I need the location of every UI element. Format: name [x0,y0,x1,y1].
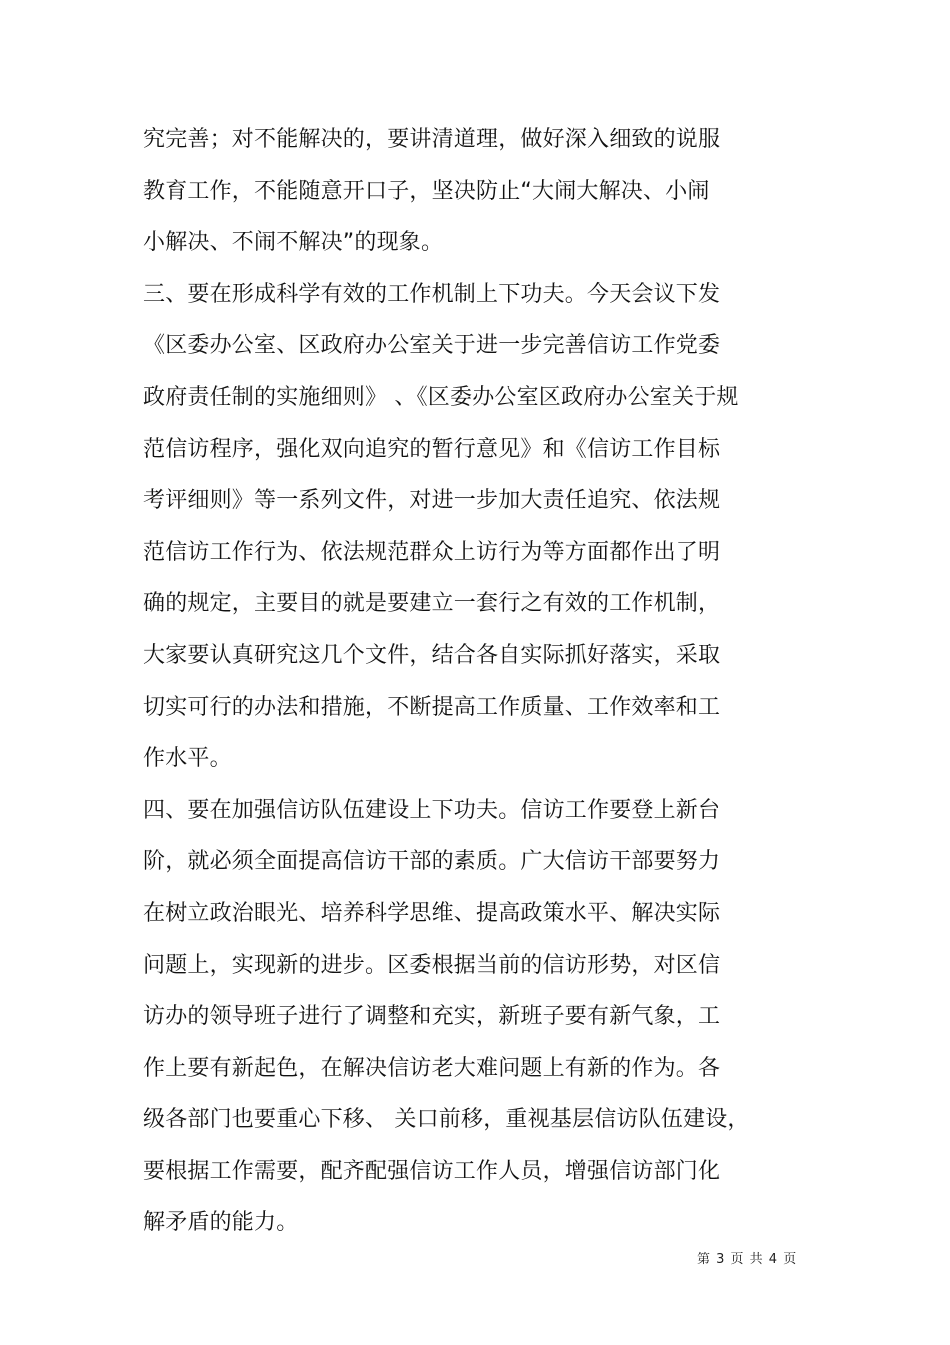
document-body [143,118,783,1253]
text-line: 阶，就必须全面提高信访干部的素质。广大信访干部要努力 [143,849,721,875]
text-line: 三、要在形成科学有效的工作机制上下功夫。今天会议下发 [143,281,721,307]
text-line: 访办的领导班子进行了调整和充实，新班子要有新气象，工 [143,1004,721,1030]
text-line: 《区委办公室、区政府办公室关于进一步完善信访工作党委 [143,333,721,359]
page-number-footer: 第 3 页 共 4 页 [697,1252,798,1267]
text-line: 问题上，实现新的进步。区委根据当前的信访形势，对区信 [143,952,721,978]
text-line: 切实可行的办法和措施，不断提高工作质量、工作效率和工 [143,694,721,720]
text-line: 小解决、不闹不解决”的现象。 [143,230,444,256]
text-line: 四、要在加强信访队伍建设上下功夫。信访工作要登上新台 [143,797,721,823]
text-line: 大家要认真研究这几个文件，结合各自实际抓好落实，采取 [143,642,721,668]
text-line: 级各部门也要重心下移、 关口前移，重视基层信访队伍建设， [143,1107,750,1133]
text-line: 教育工作，不能随意开口子，坚决防止“大闹大解决、小闹 [143,178,710,204]
text-line: 确的规定，主要目的就是要建立一套行之有效的工作机制， [143,591,721,617]
text-line: 在树立政治眼光、培养科学思维、提高政策水平、解决实际 [143,900,721,926]
text-line: 范信访工作行为、依法规范群众上访行为等方面都作出了明 [143,539,721,565]
text-line: 政府责任制的实施细则》 、《区委办公室区政府办公室关于规 [143,384,739,410]
text-line: 范信访程序，强化双向追究的暂行意见》和《信访工作目标 [143,436,721,462]
text-line: 究完善；对不能解决的，要讲清道理，做好深入细致的说服 [143,127,721,152]
text-line: 作上要有新起色，在解决信访老大难问题上有新的作为。各 [143,1055,721,1081]
text-line: 解矛盾的能力。 [143,1210,299,1236]
text-line: 作水平。 [143,746,232,772]
text-line: 考评细则》等一系列文件，对进一步加大责任追究、依法规 [143,488,721,514]
text-line: 要根据工作需要，配齐配强信访工作人员，增强信访部门化 [143,1158,721,1184]
